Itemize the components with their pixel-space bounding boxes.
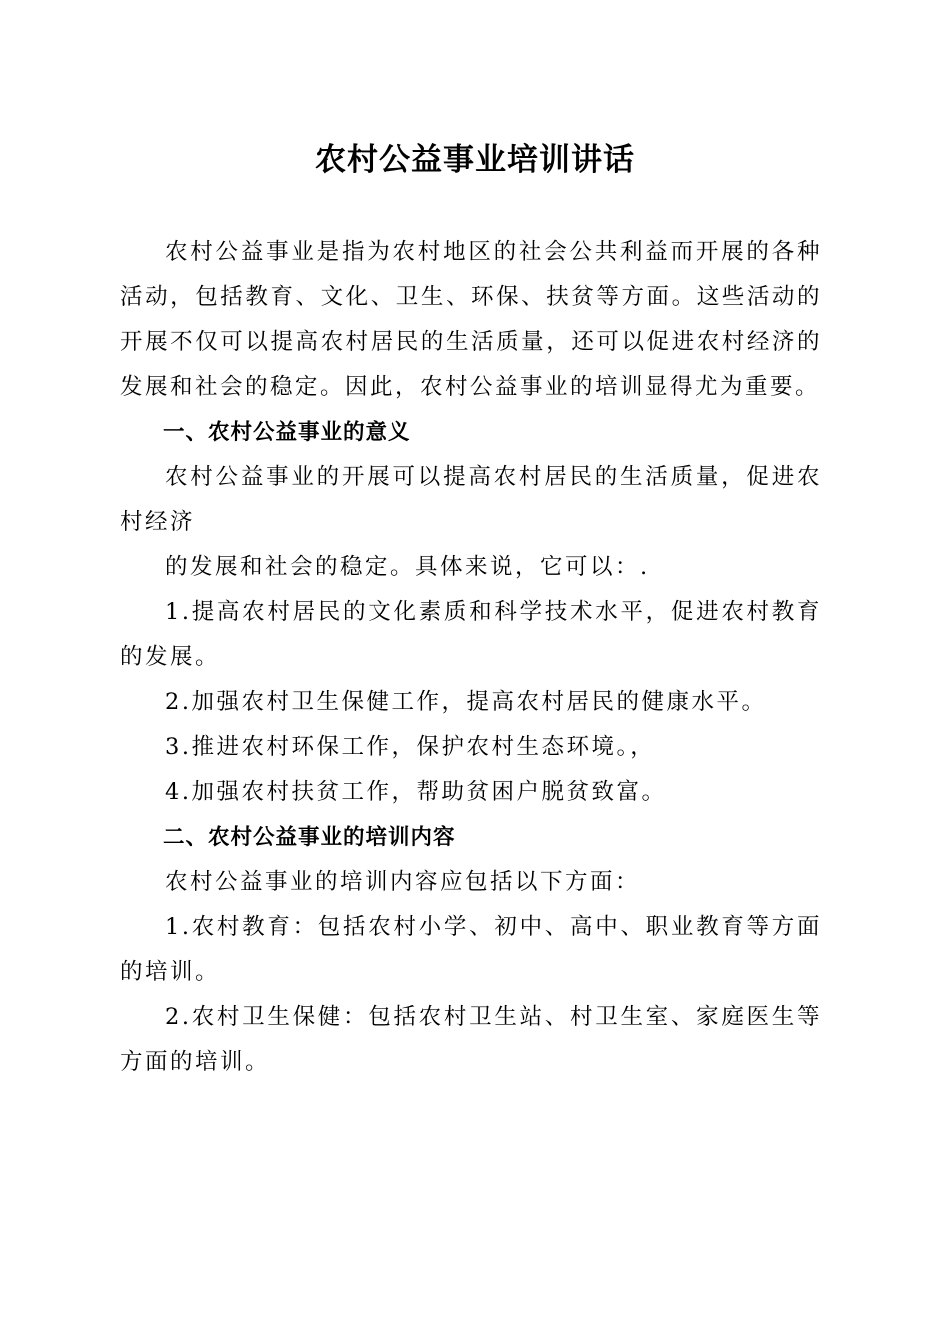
list-item-3: 3.推进农村环保工作，保护农村生态环境。， — [165, 734, 656, 760]
training-item-2: 2.农村卫生保健：包括农村卫生站、村卫生室、家庭医生等方面的培训。 — [120, 1004, 822, 1075]
list-item-4: 4.加强农村扶贫工作，帮助贫困户脱贫致富。 — [165, 779, 667, 805]
section-heading-1: 一、农村公益事业的意义 — [163, 420, 411, 445]
list-item-1: 1.提高农村居民的文化素质和科学技术水平，促进农村教育的发展。 — [120, 599, 822, 670]
section2-paragraph: 农村公益事业的培训内容应包括以下方面： — [165, 869, 641, 895]
list-item-2: 2.加强农村卫生保健工作，提高农村居民的健康水平。 — [165, 689, 767, 715]
section1-paragraph-continued: 的发展和社会的稳定。具体来说，它可以：. — [165, 554, 650, 580]
intro-paragraph: 农村公益事业是指为农村地区的社会公共利益而开展的各种活动，包括教育、文化、卫生、环保、扶贫等方面。这些活动的开展不仅可以提高农村居民的生活质量，还可以促进农村经济的发展和社会的稳定。因此，农村公益事业的培训显得尤为重要。 — [120, 239, 822, 400]
document-body — [120, 230, 822, 1085]
section-heading-2: 二、农村公益事业的培训内容 — [163, 825, 456, 850]
training-item-1: 1.农村教育：包括农村小学、初中、高中、职业教育等方面的培训。 — [120, 914, 822, 985]
section1-paragraph: 农村公益事业的开展可以提高农村居民的生活质量，促进农村经济 — [120, 464, 822, 535]
document-title: 农村公益事业培训讲话 — [315, 142, 635, 178]
